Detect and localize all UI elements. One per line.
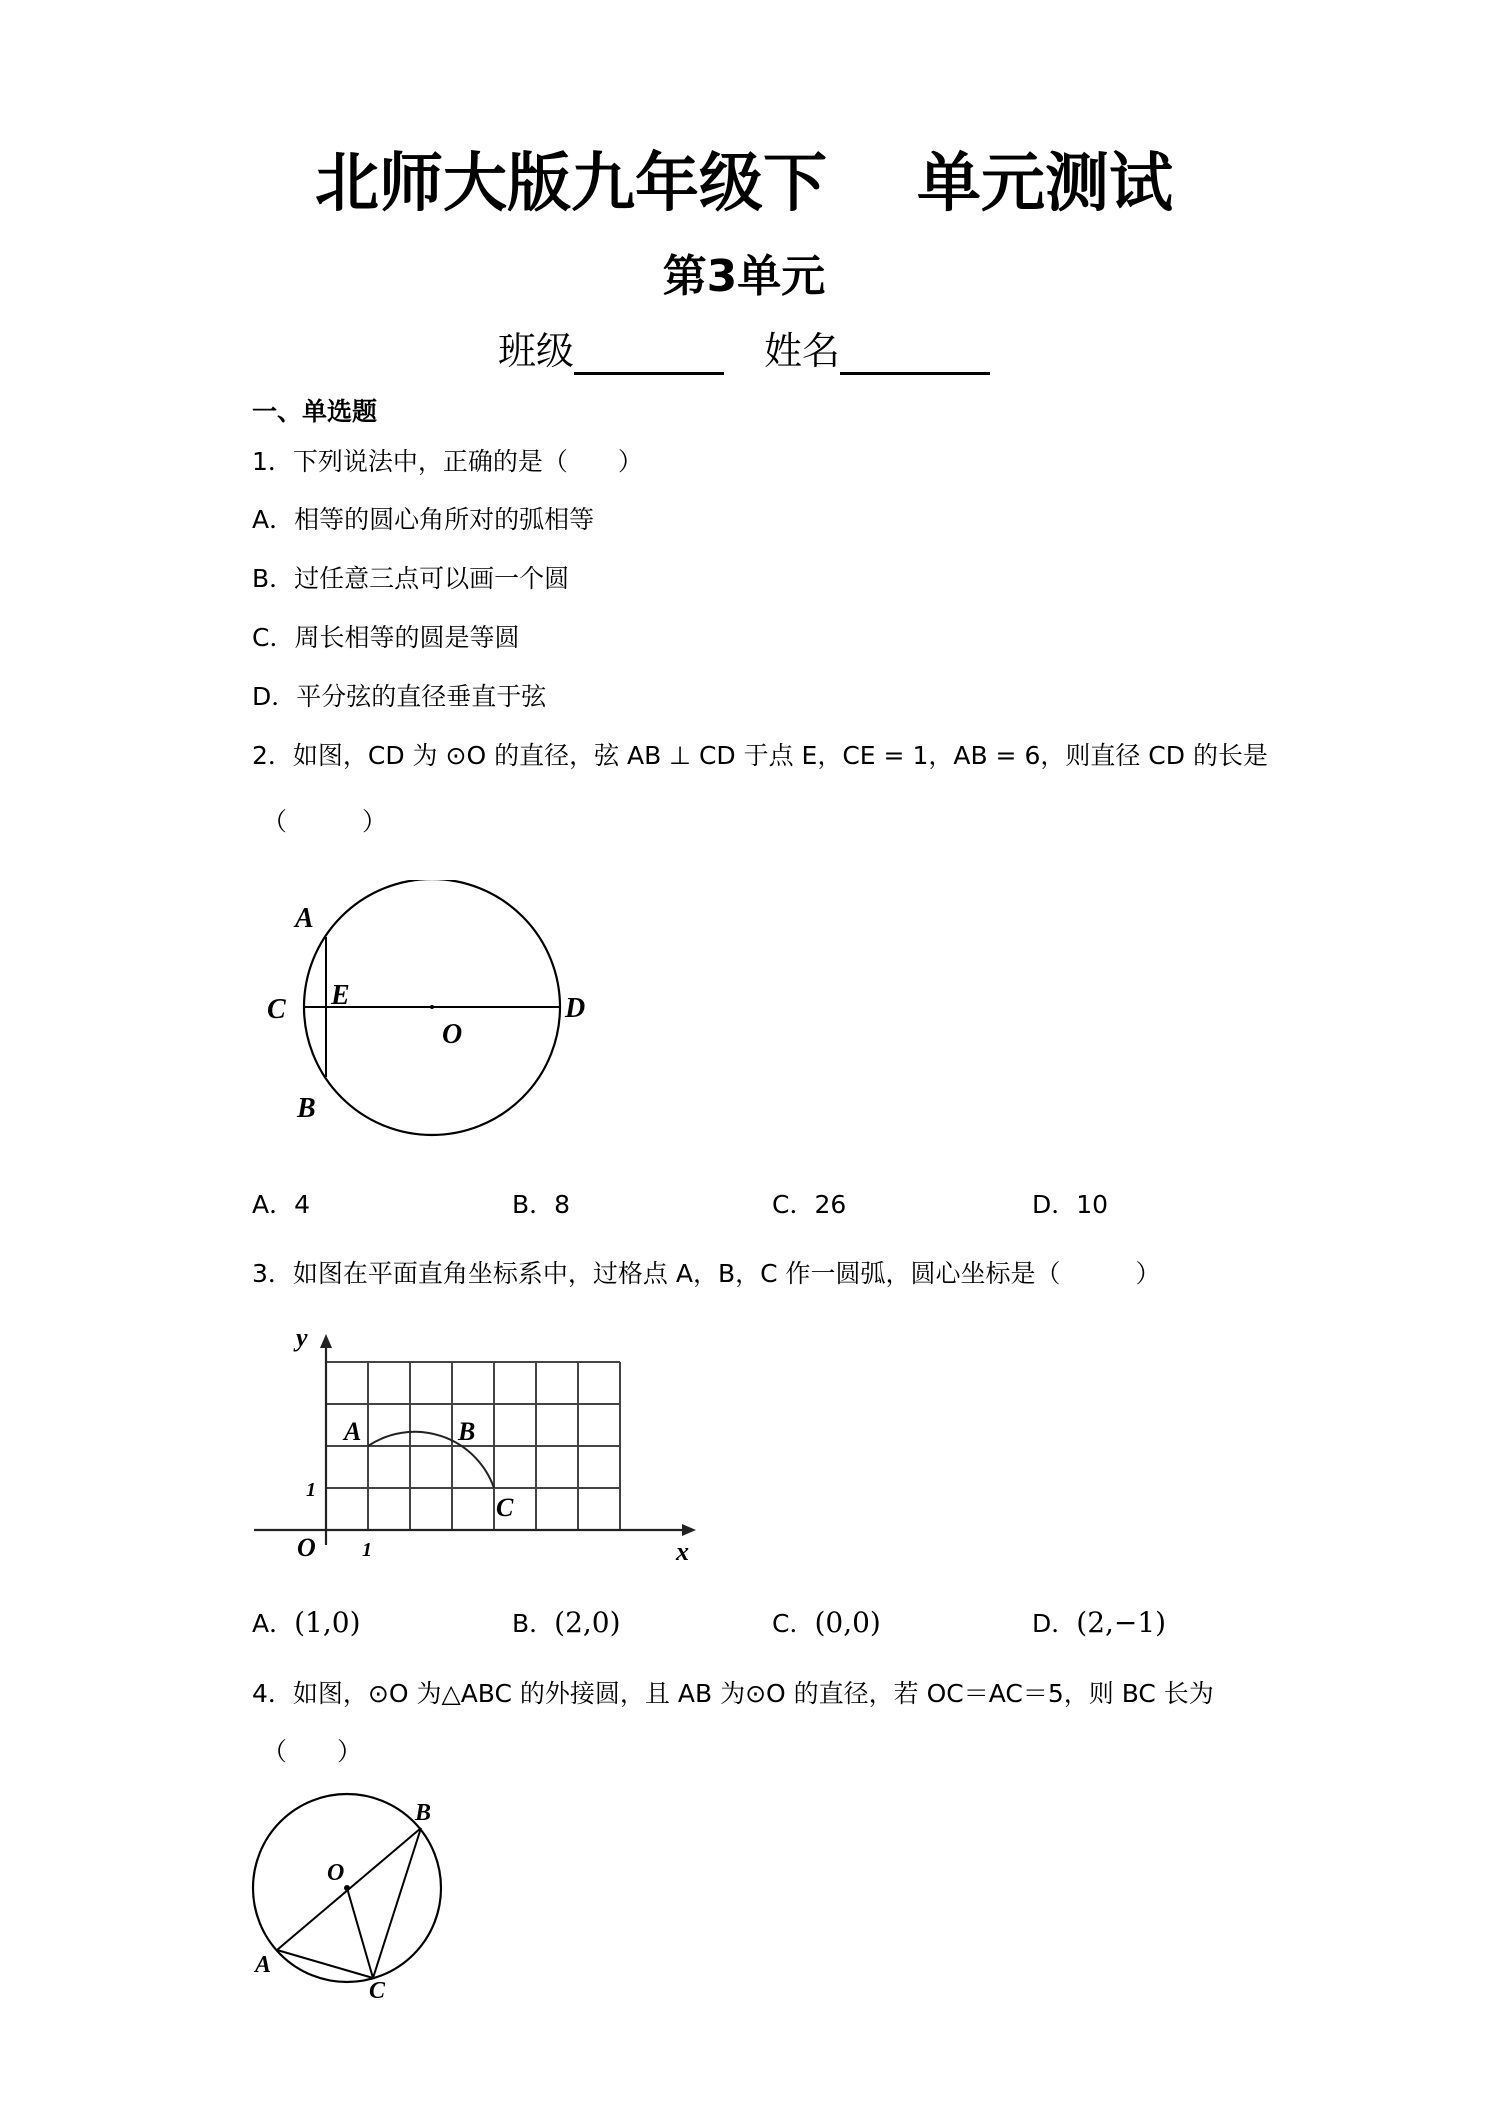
q2-stem: 2．如图，CD 为 ⊙O 的直径，弦 AB ⊥ CD 于点 E，CE = 1，AB = 6，则直径 CD 的长是 bbox=[252, 741, 1268, 770]
q2-circle-figure bbox=[255, 880, 615, 1140]
q4-label-o: O bbox=[327, 1860, 345, 1886]
q3-option-c-value: (0,0) bbox=[814, 1606, 881, 1639]
q2-label-e: E bbox=[331, 980, 350, 1011]
q4-segment-oc bbox=[347, 1888, 373, 1978]
q2-label-d: D bbox=[565, 993, 586, 1024]
q4-label-c: C bbox=[369, 1978, 386, 2000]
q4-paren: （ ） bbox=[262, 1737, 363, 1766]
q2-option-c: C．26 bbox=[772, 1190, 847, 1219]
q3-label-c: C bbox=[496, 1493, 514, 1522]
q3-option-c bbox=[772, 1604, 881, 1640]
q2-paren: （ ） bbox=[262, 807, 388, 836]
q4-stem: 4．如图，⊙O 为△ABC 的外接圆，且 AB 为⊙O 的直径，若 OC＝AC＝5，则 BC 长为 bbox=[252, 1679, 1214, 1708]
q1-option-b: B．过任意三点可以画一个圆 bbox=[252, 564, 570, 593]
q1-option-c: C．周长相等的圆是等圆 bbox=[252, 623, 520, 652]
q3-label-x: x bbox=[676, 1537, 689, 1566]
q3-label-b: B bbox=[458, 1417, 476, 1446]
q2-center-dot bbox=[430, 1005, 434, 1009]
q3-x-arrow bbox=[682, 1524, 696, 1536]
title-left: 北师大版九年级下 bbox=[315, 147, 827, 221]
page-title bbox=[0, 132, 1488, 224]
q2-label-c: C bbox=[267, 994, 286, 1025]
q3-option-a-label: A． bbox=[252, 1609, 295, 1638]
q1-option-d: D．平分弦的直径垂直于弦 bbox=[252, 682, 547, 711]
q3-label-one-x: 1 bbox=[362, 1539, 372, 1561]
q3-label-one-y: 1 bbox=[306, 1479, 316, 1501]
class-blank[interactable] bbox=[574, 332, 724, 375]
q2-label-b: B bbox=[297, 1093, 316, 1124]
q2-option-b: B．8 bbox=[512, 1190, 571, 1219]
name-label: 姓名 bbox=[764, 329, 841, 373]
q2-option-a: A．4 bbox=[252, 1190, 311, 1219]
q3-label-a: A bbox=[344, 1417, 362, 1446]
class-name-line bbox=[0, 320, 1488, 375]
q2-label-a: A bbox=[295, 903, 314, 934]
q3-option-d bbox=[1032, 1604, 1166, 1640]
q3-option-b-value: (2,0) bbox=[554, 1606, 621, 1639]
q2-option-d: D．10 bbox=[1032, 1190, 1109, 1219]
q4-label-b: B bbox=[415, 1800, 432, 1826]
q2-label-o: O bbox=[442, 1019, 463, 1050]
name-blank[interactable] bbox=[840, 332, 990, 375]
q3-grid bbox=[326, 1362, 620, 1530]
q3-label-o: O bbox=[297, 1533, 316, 1562]
q3-y-arrow bbox=[320, 1334, 332, 1348]
q3-option-b bbox=[512, 1604, 621, 1640]
q4-label-a: A bbox=[255, 1952, 272, 1978]
q1-option-a: A．相等的圆心角所对的弧相等 bbox=[252, 505, 595, 534]
q4-circle-figure bbox=[245, 1790, 465, 2000]
q3-grid-figure bbox=[250, 1320, 710, 1570]
q3-option-a bbox=[252, 1604, 361, 1640]
q3-label-y: y bbox=[296, 1323, 308, 1352]
unit-subtitle: 第3单元 bbox=[662, 251, 826, 302]
section-heading: 一、单选题 bbox=[252, 397, 378, 426]
q4-center-dot bbox=[344, 1885, 350, 1891]
title-right: 单元测试 bbox=[917, 147, 1173, 221]
q3-option-a-value: (1,0) bbox=[294, 1606, 361, 1639]
class-label: 班级 bbox=[497, 329, 574, 373]
q3-option-b-label: B． bbox=[512, 1609, 555, 1638]
q3-option-d-label: D． bbox=[1032, 1609, 1077, 1638]
q3-option-c-label: C． bbox=[772, 1609, 815, 1638]
q1-stem: 1．下列说法中，正确的是（ ） bbox=[252, 447, 643, 476]
q3-stem: 3．如图在平面直角坐标系中，过格点 A，B，C 作一圆弧，圆心坐标是（ ） bbox=[252, 1259, 1161, 1288]
q3-option-d-value: (2,−1) bbox=[1076, 1606, 1167, 1639]
